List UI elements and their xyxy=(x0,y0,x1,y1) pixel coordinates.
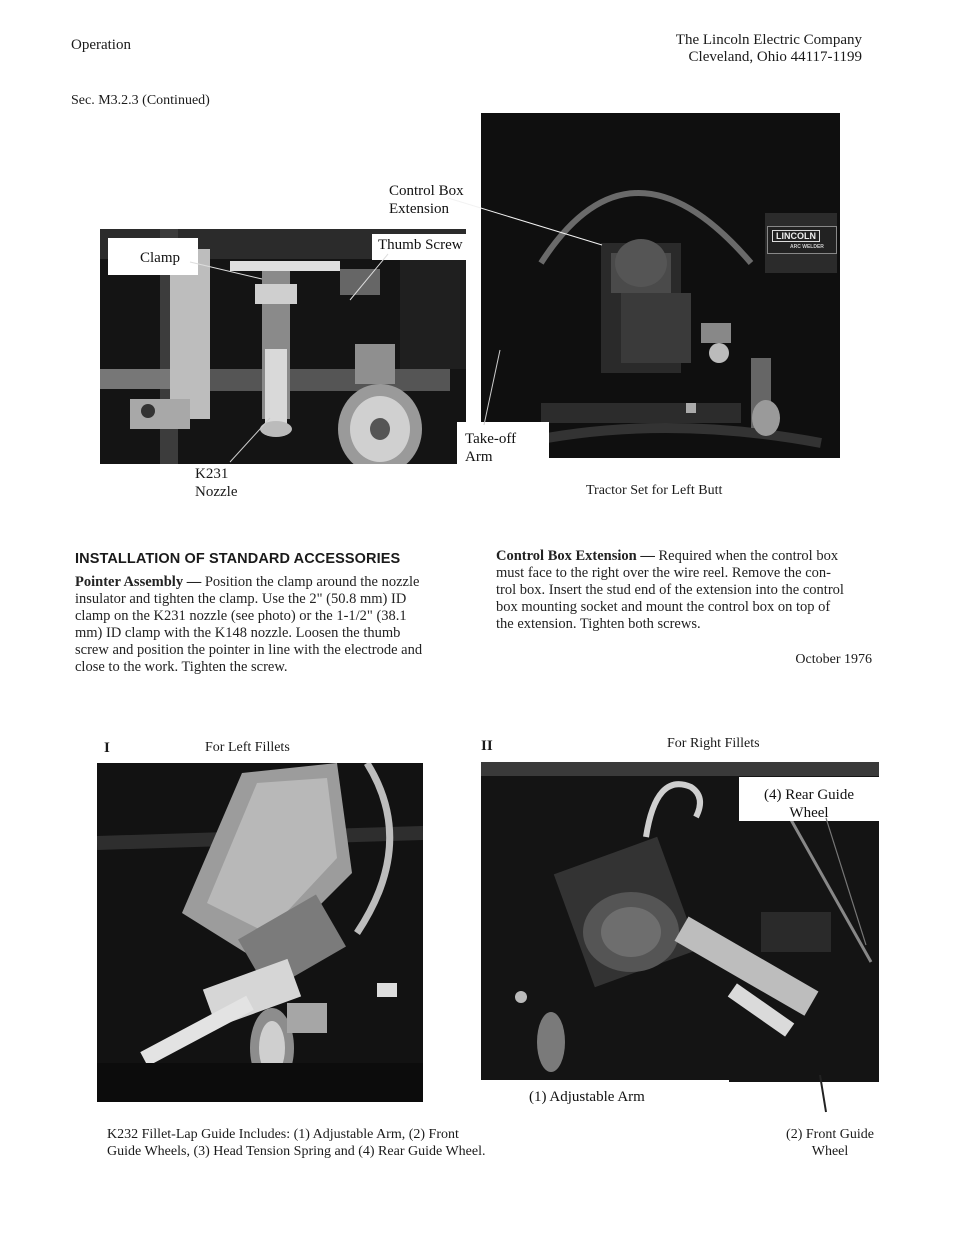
section-title: Operation xyxy=(71,37,131,53)
tractor-caption: Tractor Set for Left Butt xyxy=(586,483,723,498)
figure-i-title: For Left Fillets xyxy=(205,740,290,755)
pointer-line-1: Position the clamp around the nozzle xyxy=(201,574,420,590)
thumb-screw-label: Thumb Screw xyxy=(372,234,476,260)
nozzle-label-line2: Nozzle xyxy=(195,484,238,500)
front-guide-wheel-label-line2: Wheel xyxy=(811,1144,849,1159)
control-line-2: must face to the right over the wire reel. Remove the con- xyxy=(496,565,831,581)
rear-guide-wheel-label-line1: (4) Rear Guide xyxy=(764,787,854,803)
control-line-5: the extension. Tighten both screws. xyxy=(496,616,701,632)
control-line-3: trol box. Insert the stud end of the extension into the control xyxy=(496,582,844,598)
lincoln-logo-wordmark: LINCOLN xyxy=(772,230,820,242)
publication-date: October 1976 xyxy=(795,652,872,667)
control-box-extension-label-line1: Control Box xyxy=(389,183,464,199)
figure-ii-title: For Right Fillets xyxy=(667,736,760,751)
pointer-line-5: screw and position the pointer in line with the electrode and xyxy=(75,642,423,658)
lincoln-logo-tagline: ARC WELDER xyxy=(790,244,824,250)
pointer-line-6: close to the work. Tighten the screw. xyxy=(75,659,288,675)
takeoff-arm-label-line1: Take-off xyxy=(465,431,517,447)
company-name: The Lincoln Electric Company xyxy=(675,32,862,48)
control-box-extension-label-line2: Extension xyxy=(389,201,449,217)
takeoff-arm-label-line2: Arm xyxy=(465,449,493,465)
front-guide-wheel-label xyxy=(760,1126,900,1160)
section-heading: INSTALLATION OF STANDARD ACCESSORIES xyxy=(75,551,401,567)
figure-ii-numeral: II xyxy=(481,738,493,754)
rear-guide-wheel-label-line2: Wheel xyxy=(789,805,829,821)
nozzle-label-line1: K231 xyxy=(195,466,229,482)
pointer-line-3: clamp on the K231 nozzle (see photo) or the 1-1/2" (38.1 xyxy=(75,608,407,624)
clamp-label: Clamp xyxy=(108,238,198,275)
control-line-4: box mounting socket and mount the control box on top of xyxy=(496,599,831,615)
figure-i-numeral: I xyxy=(104,740,110,756)
control-line-1: Required when the control box xyxy=(654,548,839,564)
pointer-line-4: mm) ID clamp with the K148 nozzle. Loosen the thumb xyxy=(75,625,401,641)
control-box-title: Control Box Extension — xyxy=(496,548,655,564)
company-address: Cleveland, Ohio 44117-1199 xyxy=(688,49,862,65)
fillet-guide-caption-line2: Guide Wheels, (3) Head Tension Spring and (4) Rear Guide Wheel. xyxy=(107,1144,486,1159)
subsection-title: Sec. M3.2.3 (Continued) xyxy=(71,93,210,108)
pointer-line-2: insulator and tighten the clamp. Use the 2" (50.8 mm) ID xyxy=(75,591,407,607)
adjustable-arm-label: (1) Adjustable Arm xyxy=(481,1080,729,1112)
front-guide-wheel-label-line1: (2) Front Guide xyxy=(786,1127,874,1142)
pointer-assembly-title: Pointer Assembly — xyxy=(75,574,202,590)
fillet-guide-caption xyxy=(107,1126,485,1160)
fillet-guide-caption-line1: K232 Fillet-Lap Guide Includes: (1) Adjustable Arm, (2) Front xyxy=(107,1127,459,1142)
